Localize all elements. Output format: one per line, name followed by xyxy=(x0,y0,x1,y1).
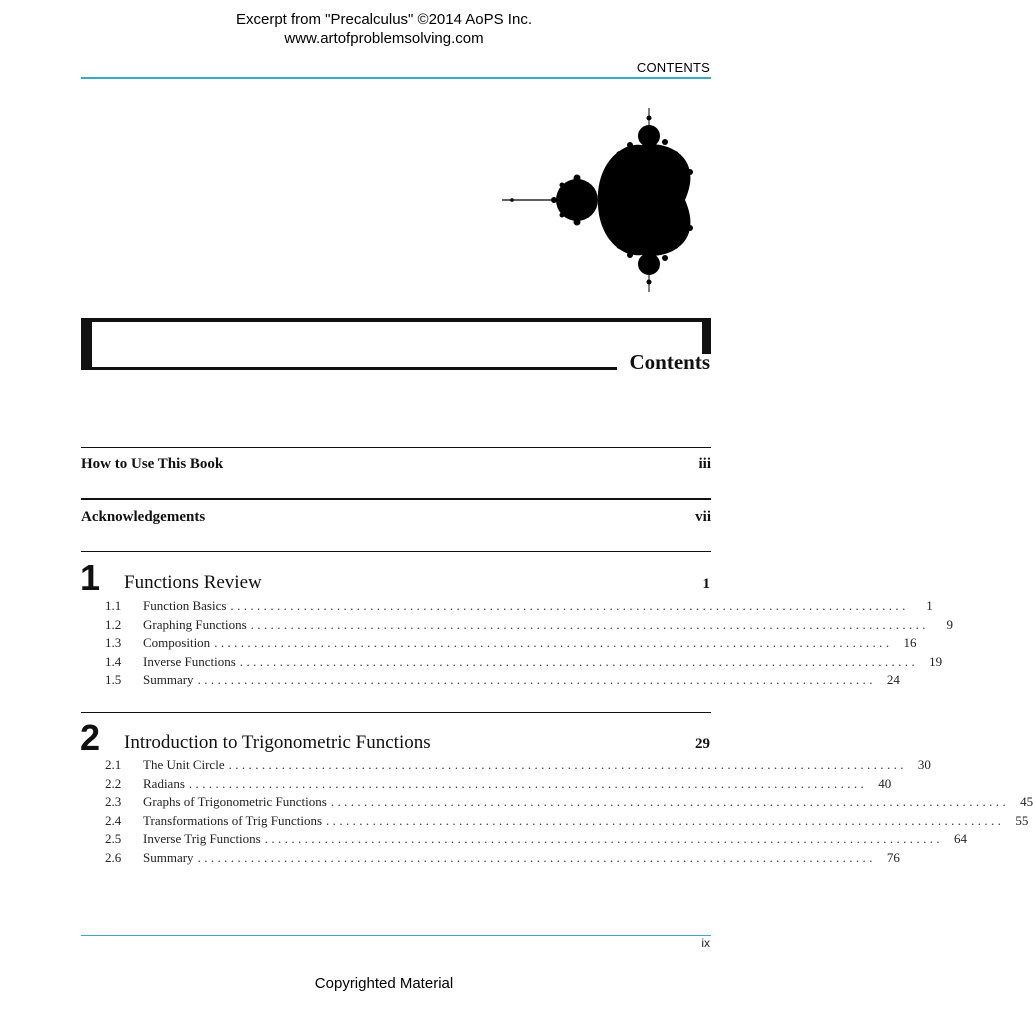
section-title: Graphs of Trigonometric Functions xyxy=(143,794,327,809)
section-page: 16 xyxy=(903,635,917,650)
leader-dots: ...................................................................................................... xyxy=(250,616,929,632)
leader-dots: ...................................................................................................... xyxy=(197,672,876,687)
footer-rule xyxy=(81,935,711,936)
divider xyxy=(81,551,711,552)
section-number: 2.3 xyxy=(105,794,122,809)
excerpt-url: www.artofproblemsolving.com xyxy=(284,30,484,47)
leader-dots: ...................................................................................................... xyxy=(230,598,909,613)
section-row[interactable] xyxy=(105,616,953,635)
leader-dots: ...................................................................................................... xyxy=(330,794,1010,809)
chapter-number: 1 xyxy=(80,557,101,598)
section-page: 40 xyxy=(878,775,892,791)
chapter-title[interactable]: Introduction to Trigonometric Functions xyxy=(124,732,431,753)
section-number: 2.4 xyxy=(105,812,122,828)
page-number: ix xyxy=(701,936,710,950)
section-title: Summary xyxy=(143,849,194,865)
title-frame xyxy=(81,318,711,370)
header-rule xyxy=(81,77,711,79)
leader-dots: ...................................................................................................... xyxy=(188,775,868,791)
leader-dots: ...................................................................................................... xyxy=(228,757,907,772)
frame-right-bar xyxy=(702,318,711,354)
section-title: Composition xyxy=(143,635,211,650)
section-number: 1.3 xyxy=(105,635,122,650)
section-title: Inverse Trig Functions xyxy=(143,831,261,846)
section-page: 76 xyxy=(886,849,900,865)
frame-top-bar xyxy=(81,318,711,322)
toc-entry-label: Acknowledgements xyxy=(81,509,206,525)
section-page: 19 xyxy=(929,653,943,669)
chapter-page: 1 xyxy=(702,576,710,592)
section-title: Function Basics xyxy=(143,598,227,613)
section-number: 1.4 xyxy=(105,653,122,669)
section-row[interactable] xyxy=(105,830,968,849)
running-head: CONTENTS xyxy=(636,60,710,75)
section-page: 45 xyxy=(1020,794,1033,809)
divider xyxy=(81,712,711,713)
section-number: 1.2 xyxy=(105,616,122,632)
section-number: 2.2 xyxy=(105,775,122,791)
section-row[interactable] xyxy=(105,653,943,672)
section-number: 2.5 xyxy=(105,831,122,846)
divider xyxy=(81,498,711,500)
frame-bottom-bar xyxy=(81,367,617,370)
section-title: The Unit Circle xyxy=(143,757,225,772)
leader-dots: ...................................................................................................... xyxy=(239,653,919,669)
section-page: 24 xyxy=(886,672,900,687)
chapter-number: 2 xyxy=(80,717,101,758)
section-row[interactable] xyxy=(105,775,892,794)
excerpt-line-1: Excerpt from "Precalculus" ©2014 AoPS Inc. xyxy=(235,11,532,28)
section-page: 30 xyxy=(917,757,931,772)
section-row[interactable] xyxy=(105,812,1029,831)
copyright-notice: Copyrighted Material xyxy=(314,975,454,992)
section-row[interactable] xyxy=(105,756,931,775)
section-title: Transformations of Trig Functions xyxy=(143,812,323,828)
chapter-title[interactable]: Functions Review xyxy=(124,572,262,593)
excerpt-notice xyxy=(0,10,768,48)
section-row[interactable] xyxy=(105,597,933,616)
page-title: Contents xyxy=(629,350,710,374)
section-title: Radians xyxy=(143,775,185,791)
section-page: 55 xyxy=(1015,812,1029,828)
leader-dots: ...................................................................................................... xyxy=(197,849,876,865)
section-title: Graphing Functions xyxy=(143,616,247,632)
toc-entry-page: iii xyxy=(698,456,711,472)
mandelbrot-fractal-icon xyxy=(480,100,712,300)
section-number: 2.6 xyxy=(105,849,122,865)
section-list xyxy=(105,756,1033,867)
section-page: 1 xyxy=(926,598,933,613)
section-title: Inverse Functions xyxy=(143,653,236,669)
section-row[interactable] xyxy=(105,634,917,653)
section-row[interactable] xyxy=(105,793,1033,812)
leader-dots: ...................................................................................................... xyxy=(214,635,893,650)
toc-entry-label: How to Use This Book xyxy=(81,456,224,472)
toc-entry-page: vii xyxy=(695,509,711,525)
divider xyxy=(81,447,711,448)
section-number: 2.1 xyxy=(105,757,122,772)
leader-dots: ...................................................................................................... xyxy=(264,831,944,846)
toc-entry-how-to-use[interactable] xyxy=(81,456,711,473)
toc-entry-acknowledgements[interactable] xyxy=(81,509,711,526)
section-page: 64 xyxy=(954,831,968,846)
section-row[interactable] xyxy=(105,671,900,690)
leader-dots: ...................................................................................................... xyxy=(326,812,1005,828)
section-number: 1.5 xyxy=(105,672,122,687)
chapter-page: 29 xyxy=(695,736,710,752)
section-page: 9 xyxy=(946,616,953,632)
section-number: 1.1 xyxy=(105,598,122,613)
section-title: Summary xyxy=(143,672,194,687)
section-row[interactable] xyxy=(105,849,900,868)
section-list xyxy=(105,597,953,690)
frame-left-bar xyxy=(81,318,92,370)
